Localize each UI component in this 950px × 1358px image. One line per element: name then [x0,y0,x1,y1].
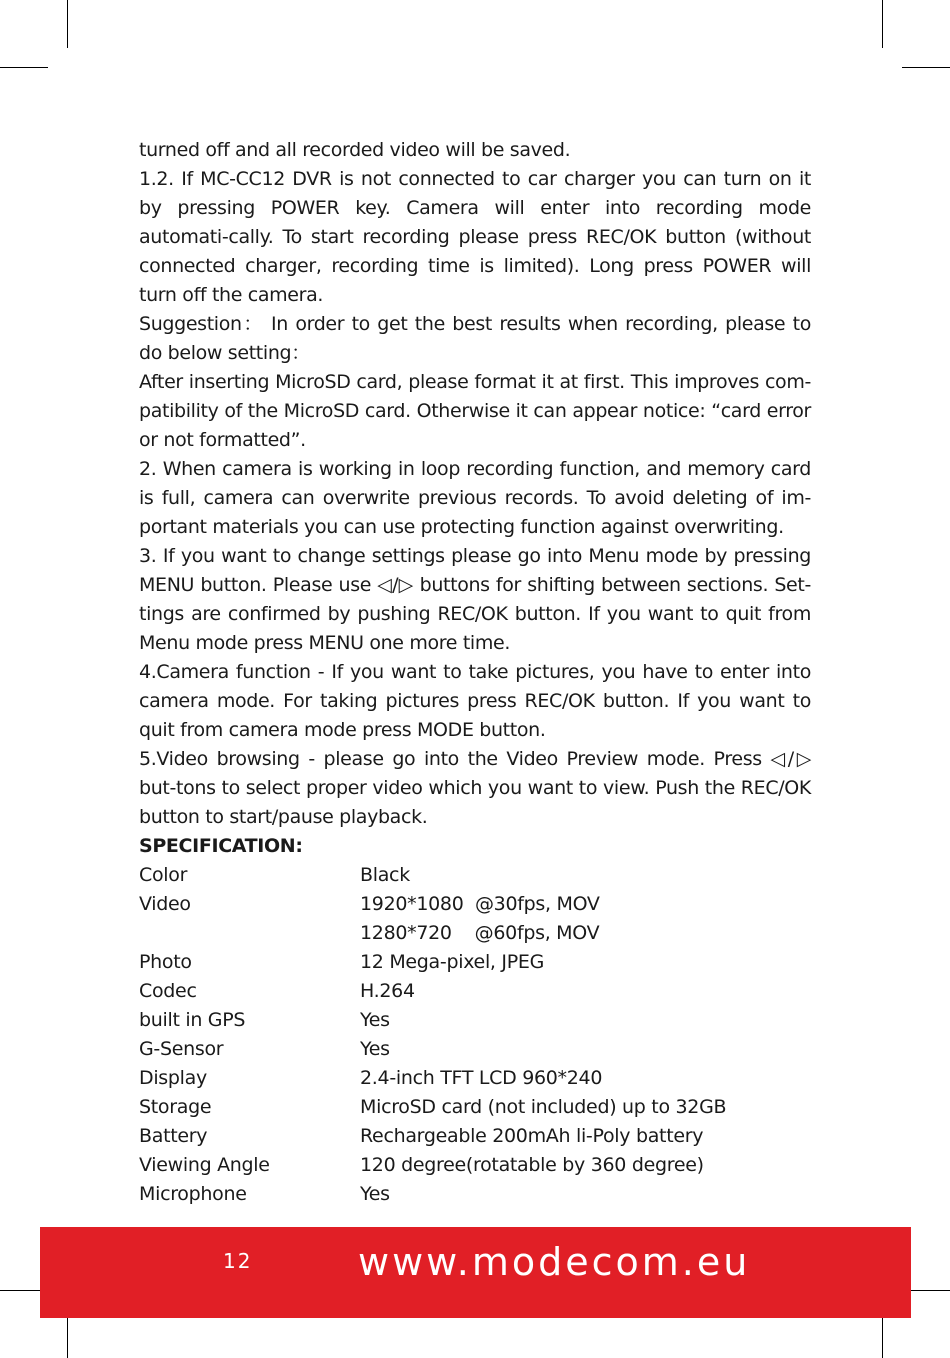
paragraph-5-video-browsing: 5.Video browsing - please go into the Video Preview mode. Press ◁/▷ but-tons to select proper video which you want to view. Push the REC/OK button to start/pause playback. [139,748,811,828]
page-number: 12 [223,1249,253,1273]
crop-mark-top-right-vertical [882,0,883,48]
page-content [139,136,811,1209]
spec-value: MicroSD card (not included) up to 32GB [360,1096,727,1118]
spec-value: Rechargeable 200mAh li-Poly battery [360,1125,704,1147]
spec-label: Battery [139,1125,208,1147]
spec-row-battery [139,1122,811,1151]
continuation-line: turned off and all recorded video will be saved. [139,139,571,161]
spec-label: Microphone [139,1183,247,1205]
spec-row-storage [139,1093,811,1122]
spec-label: Viewing Angle [139,1154,270,1176]
crop-mark-top-right-horizontal [902,67,950,68]
paragraph-2-loop-recording: 2. When camera is working in loop recording function, and memory card is full, camera can overwrite previous records. To avoid deleting of im-portant materials you can use protecting function against overwriting. [139,458,811,538]
spec-row-video [139,890,811,919]
specification-heading: SPECIFICATION: [139,835,303,857]
spec-row-codec [139,977,811,1006]
spec-row-video-alt [139,919,811,948]
spec-value: Yes [360,1038,390,1060]
spec-label: Photo [139,951,192,973]
spec-label: Storage [139,1096,212,1118]
crop-mark-top-left-horizontal [0,67,48,68]
paragraph-4-camera-function: 4.Camera function - If you want to take pictures, you have to enter into camera mode. For taking pictures press REC/OK button. If you want to quit from camera mode press MODE button. [139,661,811,741]
website-link[interactable]: www.modecom.eu [358,1240,751,1284]
spec-row-g-sensor [139,1035,811,1064]
spec-label: G-Sensor [139,1038,224,1060]
crop-mark-top-left-vertical [67,0,68,48]
spec-label: built in GPS [139,1009,246,1031]
spec-row-display [139,1064,811,1093]
spec-value: 1920*1080 @30fps, MOV [360,893,600,915]
spec-label: Video [139,893,191,915]
spec-value: 12 Mega-pixel, JPEG [360,951,544,973]
spec-label: Color [139,864,188,886]
spec-row-microphone [139,1180,811,1209]
spec-value: Black [360,864,410,886]
spec-row-color [139,861,811,890]
spec-value: 120 degree(rotatable by 360 degree) [360,1154,704,1176]
suggestion-paragraph: Suggestion： In order to get the best results when recording, please to do below setting： [139,313,811,364]
spec-value: H.264 [360,980,415,1002]
spec-value: 1280*720 @60fps, MOV [360,922,600,944]
spec-row-gps [139,1006,811,1035]
spec-label [139,919,360,948]
specification-table [139,861,811,1209]
paragraph-3-menu-mode: 3. If you want to change settings please go into Menu mode by pressing MENU button. Please use ◁/▷ buttons for shifting between sections. Set-tings are confirmed by pushing REC/OK button. If you want to quit from Menu mode press MENU one more time. [139,545,811,654]
spec-row-photo [139,948,811,977]
spec-value: Yes [360,1183,390,1205]
format-card-paragraph: After inserting MicroSD card, please format it at first. This improves com-patibility of the MicroSD card. Otherwise it can appear notice: “card error or not formatted”. [139,371,811,451]
spec-label: Display [139,1067,207,1089]
spec-value: Yes [360,1009,390,1031]
spec-label: Codec [139,980,197,1002]
spec-value: 2.4-inch TFT LCD 960*240 [360,1067,603,1089]
paragraph-1-2: 1.2. If MC-CC12 DVR is not connected to car charger you can turn on it by pressing POWER key. Camera will enter into recording mode automati-cally. To start recording please press REC/OK button (without connected charger, recording time is limited). Long press POWER will turn off the camera. [139,168,811,306]
footer-band [40,1227,911,1318]
spec-row-viewing-angle [139,1151,811,1180]
